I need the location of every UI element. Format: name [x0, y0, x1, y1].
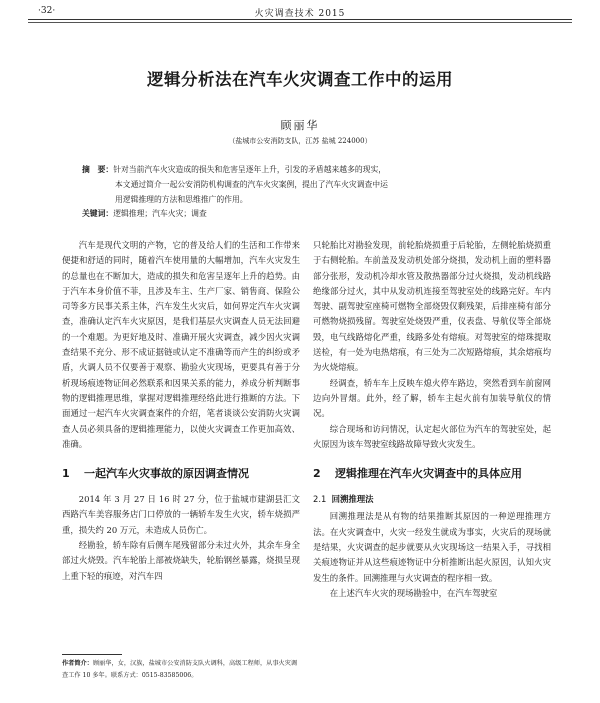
section-number: 2: [313, 467, 321, 481]
page-header: [28, 4, 572, 20]
keywords-label: 关键词：: [82, 209, 114, 218]
intro-paragraph: 汽车是现代文明的产物，它的普及给人们的生活和工作带来便捷和舒适的同时，随着汽车使用量的大幅增加，汽车火灾发生的总量也在不断加大，造成的损失和危害呈逐年上升的趋势。由于汽车本身价值不菲，且涉及车主、生产厂家、销售商、保险公司等多方民事关系主体，汽车发生火灾后，如何界定汽车火灾调查，准确认定汽车火灾原因，是我们基层火灾调查人员无法回避的一个难题。为更好地及时、准确开展火灾调查，减少因火灾调查结果不充分、形不成证据链或认定不准确等而产生的纠纷或矛盾，火调人员不仅要善于观察、勘验火灾现场，更要具有善于分析现场痕迹物证间必然联系和因果关系的能力，养成分析判断事物的逻辑推理思维，掌握对逻辑推理经络此进行推断的方法。下面通过一起汽车火灾调查案件的介绍，笔者谈谈公安消防火灾调查人员必须具备的逻辑推理能力，以使火灾调查工作更加高效、准确。: [62, 240, 300, 449]
header-rule: [28, 19, 572, 20]
footnote-label: 作者简介：: [62, 660, 93, 667]
abstract-line: 用逻辑推理的方法和思维推广的作用。: [115, 195, 248, 204]
abstract-label: 摘 要：: [82, 165, 114, 174]
keywords-text: 逻辑推理；汽车火灾；调查: [113, 209, 207, 218]
section-title: 一起汽车火灾事故的原因调查情况: [84, 467, 249, 481]
abstract-line: 本文通过简介一起公安消防机构调查的汽车火灾案例，提出了汽车火灾调查中运: [115, 180, 388, 189]
section-number: 1: [62, 467, 70, 481]
footnote-rule: [62, 654, 122, 655]
section-heading-1: [62, 465, 300, 482]
body-paragraph: 回溯推理法是从有物的结果推断其原因的一种逆理推理方法。在火灾调查中，火灾一经发生就成为事实，火灾后的现场就是结果，火灾调查的起步就要从火灾现场这一结果入手，寻找相关痕迹物证并从这些痕迹物证中分析推断出起火原因，认知火灾发生的条件。回溯推理与火灾调查的程序相一致。: [313, 511, 551, 583]
abstract-text: 针对当前汽车火灾造成的损失和危害呈逐年上升，引发的矛盾越来越多的现实，: [113, 165, 387, 174]
author-affiliation: （盐城市公安消防支队，江苏 盐城 224000）: [228, 137, 372, 145]
body-paragraph: 经调查，轿车车上反映车熄火停车路边，突然看到车前窗网边向外冒烟。此外，经了解，轿车主起火前有加装导航仪的情况。: [313, 377, 551, 419]
journal-title: 火灾调查技术 2015: [254, 9, 346, 19]
section-title: 逻辑推理在汽车火灾调查中的具体应用: [335, 467, 522, 481]
body-paragraph: 在上述汽车火灾的现场勘验中，在汽车驾驶室: [329, 587, 498, 598]
header-rule-thin: [28, 22, 572, 23]
left-column: [62, 238, 300, 584]
section-heading-2: [313, 465, 551, 482]
footnote-text: 顾丽华，女，汉族，盐城市公安消防支队火调科，高级工程师，从事火灾调查工作 10 多年。联系方式：0515-83585006。: [62, 660, 298, 679]
subsection-title: 回溯推理法: [331, 494, 374, 505]
author-footnote: [62, 654, 300, 682]
keywords: [82, 208, 207, 219]
article-title: 逻辑分析法在汽车火灾调查工作中的运用: [147, 70, 453, 89]
body-paragraph: 只轮胎比对勘验发现，前轮胎烧损重于后轮胎，左侧轮胎烧损重于右侧轮胎。车前盖及发动机处部分烧损，发动机上面的塑料器部分张形，发动机冷却水管及散热器部分过火烧损，发动机线路绝缘部分过火，其中从发动机连接至驾驶室处的线路完好。车内驾驶、副驾驶室座椅可燃物全部烧毁仅剩残架，后排座椅有部分可燃物烧损残留。驾驶室处烧毁严重，仪表盘、导航仪等全部烧毁，电气线路熔化严重，线路多处有熔痕。对驾驶室的熔珠提取送检，有一处为电热熔痕，有三处为二次短路熔痕，其余熔痕均为火烧熔痕。: [313, 240, 551, 373]
right-column: [313, 238, 551, 601]
subsection-heading: [313, 492, 551, 507]
article-author: 顾丽华: [280, 119, 320, 132]
subsection-number: 2.1: [313, 494, 327, 505]
body-paragraph: 2014 年 3 月 27 日 16 时 27 分，位于盐城市建湖县汇文西路汽车美容服务店门口停放的一辆轿车发生火灾，轿车烧损严重，损失约 20 万元，未造成人员伤亡。: [62, 494, 300, 535]
page-number: ·32·: [38, 6, 56, 16]
body-paragraph: 经勘验，轿车除有后侧车尾残留部分未过火外，其余车身全部过火烧毁。汽车轮胎上部被烧缺失，轮胎钢丝暴露，烧损呈现上重下轻的痕迹，对汽车四: [62, 540, 300, 581]
body-paragraph: 综合现场和访问情况，认定起火部位为汽车的驾驶室处，起火原因为该车驾驶室线路故障导致火灾发生。: [313, 423, 551, 449]
abstract-line: [82, 162, 520, 177]
abstract: [82, 162, 520, 207]
